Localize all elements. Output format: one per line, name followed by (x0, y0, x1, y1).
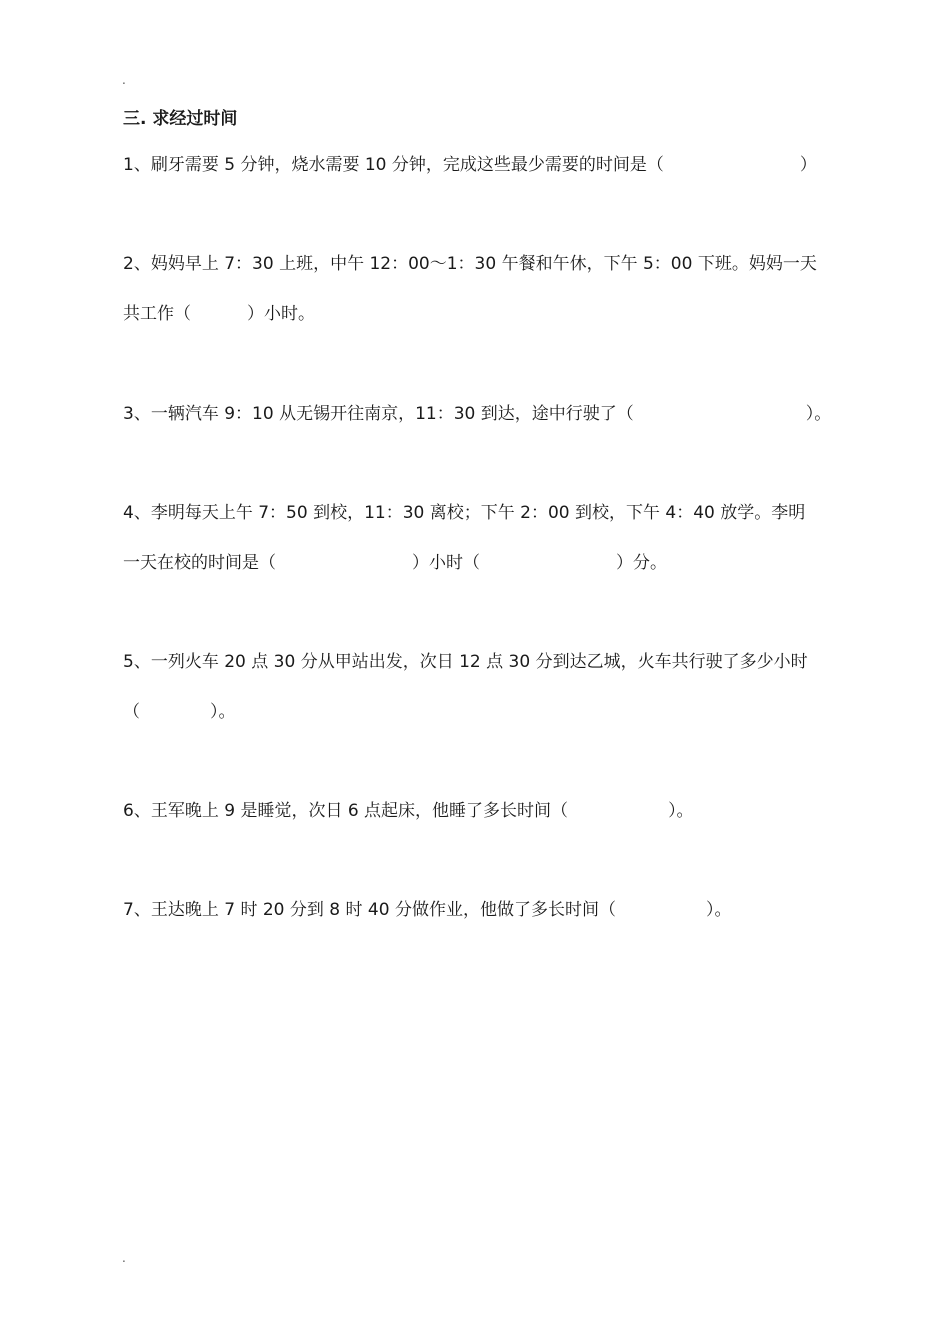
question-2-line-2-start: 共工作（ (123, 304, 191, 324)
question-3 (123, 402, 863, 426)
question-2-line-1 (123, 252, 863, 276)
question-6-close: ）。 (668, 801, 694, 821)
question-1 (123, 153, 863, 177)
question-2-line-2 (123, 302, 863, 326)
question-1-close: ） (799, 155, 817, 175)
question-7-close: ）。 (705, 900, 732, 920)
question-6 (123, 799, 863, 823)
question-6-text: 6、王军晚上 9 是睡觉，次日 6 点起床，他睡了多长时间（ (123, 801, 569, 821)
question-4-line-2-end: ）分。 (616, 553, 667, 573)
question-1-text: 1、刷牙需要 5 分钟，烧水需要 10 分钟，完成这些最少需要的时间是（ (123, 155, 664, 175)
question-4-line-2-mid: ）小时（ (412, 553, 480, 573)
question-4-line-1 (123, 501, 863, 525)
question-4-text: 4、李明每天上午 7：50 到校，11：30 离校；下午 2：00 到校，下午 4：40 放学。李明 (123, 503, 806, 523)
question-4-line-2 (123, 551, 863, 575)
section-title: 三. 求经过时间 (123, 109, 238, 129)
question-5-text: 5、一列火车 20 点 30 分从甲站出发，次日 12 点 30 分到达乙城，火车共行驶了多少小时 (123, 652, 808, 672)
question-5-line-1 (123, 650, 863, 674)
question-3-close: ）。 (805, 404, 832, 424)
footer-mark: . (122, 1251, 126, 1265)
question-5-line-2 (123, 700, 863, 724)
question-5-line-2-start: （ (123, 702, 140, 722)
question-4-line-2-start: 一天在校的时间是（ (123, 553, 276, 573)
question-3-text: 3、一辆汽车 9：10 从无锡开往南京，11：30 到达，途中行驶了（ (123, 404, 634, 424)
question-2-line-2-end: ）小时。 (247, 304, 315, 324)
header-mark: . (122, 73, 126, 87)
question-7-text: 7、王达晚上 7 时 20 分到 8 时 40 分做作业，他做了多长时间（ (123, 900, 616, 920)
question-2-text: 2、妈妈早上 7：30 上班，中午 12：00～1：30 午餐和午休，下午 5：00 下班。妈妈一天 (123, 254, 817, 274)
question-5-line-2-end: ）。 (210, 702, 236, 722)
question-7 (123, 898, 863, 922)
